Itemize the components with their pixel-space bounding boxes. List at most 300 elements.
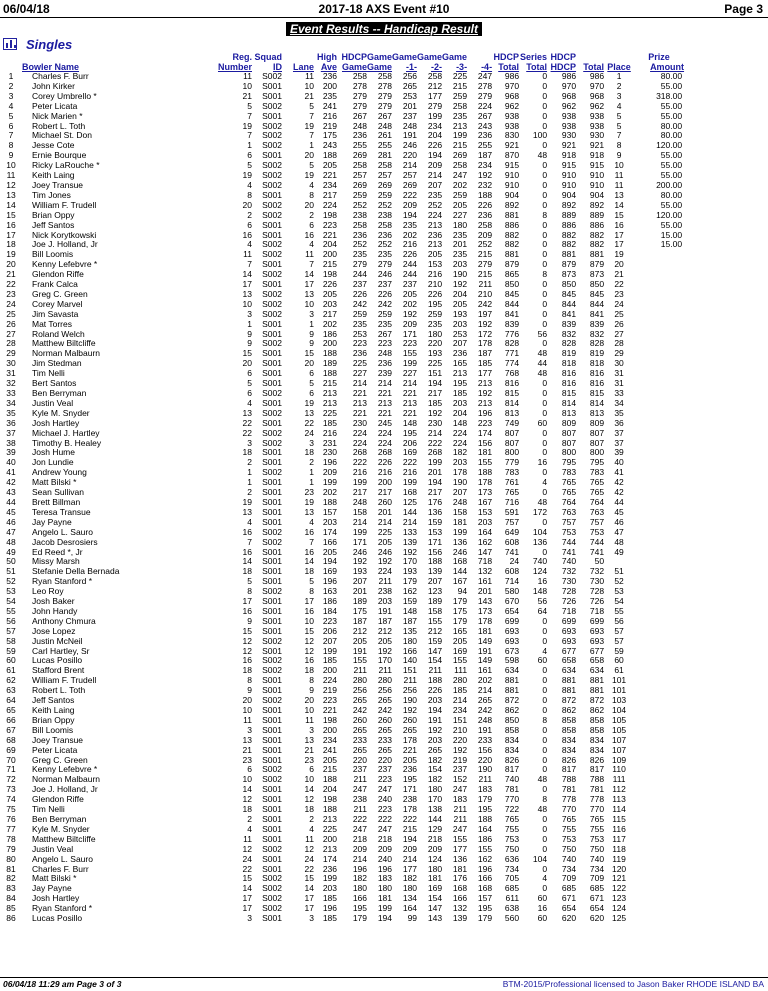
table-cell: 247 xyxy=(377,824,393,834)
table-cell: 0 xyxy=(542,200,548,210)
table-cell: 0 xyxy=(542,280,548,290)
table-cell: 19 xyxy=(242,497,252,507)
table-cell: 213 xyxy=(377,398,393,408)
table-cell: 16 xyxy=(537,458,548,468)
table-cell: 214 xyxy=(427,171,443,181)
table-cell: 209 xyxy=(402,200,418,210)
table-cell: S001 xyxy=(262,606,282,616)
table-cell: 10 xyxy=(614,161,624,171)
table-cell: 7 xyxy=(247,131,252,141)
table-cell: 47 xyxy=(614,527,624,537)
table-cell: 6 xyxy=(309,220,314,230)
table-cell: 185 xyxy=(477,359,493,369)
table-cell: 11 xyxy=(614,171,624,181)
table-cell: 181 xyxy=(477,448,493,458)
table-cell: 845 xyxy=(504,289,520,299)
table-cell: 23 xyxy=(614,289,624,299)
table-cell: 770 xyxy=(561,805,577,815)
table-cell: 124 xyxy=(427,854,443,864)
table-cell: 730 xyxy=(561,577,577,587)
table-row xyxy=(0,82,684,92)
table-cell xyxy=(634,894,684,904)
table-cell: 204 xyxy=(322,785,337,795)
table-cell: S001 xyxy=(262,280,282,290)
table-cell: 7 xyxy=(247,537,252,547)
table-cell: 22 xyxy=(6,280,16,290)
table-cell: 104 xyxy=(532,854,548,864)
table-cell: 28 xyxy=(6,339,16,349)
table-cell: 18 xyxy=(304,448,314,458)
table-cell: 54 xyxy=(6,597,16,607)
table-row xyxy=(0,409,684,419)
table-cell: 187 xyxy=(377,616,393,626)
table-row xyxy=(0,280,684,290)
table-cell: 200 xyxy=(322,666,337,676)
table-cell: 0 xyxy=(542,180,548,190)
table-cell: 22 xyxy=(242,428,252,438)
table-cell xyxy=(634,359,684,369)
bowler-name: Jeff Santos xyxy=(32,696,75,706)
table-cell: 211 xyxy=(403,676,418,686)
table-cell: 185 xyxy=(427,398,443,408)
table-cell xyxy=(634,320,684,330)
table-cell: 828 xyxy=(504,339,520,349)
table-cell: 210 xyxy=(477,289,493,299)
table-cell: 236 xyxy=(477,210,493,220)
table-cell: 57 xyxy=(614,636,624,646)
table-cell: 673 xyxy=(504,646,520,656)
table-cell: 634 xyxy=(561,666,577,676)
table-cell: 892 xyxy=(589,200,605,210)
table-cell: 755 xyxy=(504,824,520,834)
table-cell: 170 xyxy=(377,656,393,666)
header-row-1 xyxy=(0,52,684,62)
table-cell: 162 xyxy=(402,587,418,597)
table-cell: 5 xyxy=(309,379,314,389)
table-cell: 257 xyxy=(352,171,367,181)
table-cell: 221 xyxy=(377,408,393,418)
table-row xyxy=(0,884,684,894)
table-cell: 209 xyxy=(427,844,443,854)
table-cell: 269 xyxy=(452,151,468,161)
table-cell: 770 xyxy=(589,805,605,815)
bowler-name: Bill Loomis xyxy=(32,250,74,260)
table-cell: 834 xyxy=(504,745,520,755)
table-cell: 826 xyxy=(561,755,577,765)
table-cell: 8 xyxy=(542,270,548,280)
table-cell: 190 xyxy=(402,696,418,706)
table-cell: 94 xyxy=(457,587,468,597)
table-cell xyxy=(634,696,684,706)
table-cell: 598 xyxy=(504,656,520,666)
table-cell: 0 xyxy=(542,240,548,250)
table-cell: 265 xyxy=(352,725,367,735)
table-cell: 258 xyxy=(377,72,393,81)
table-cell: 223 xyxy=(322,696,337,706)
table-cell: 195 xyxy=(402,775,418,785)
table-row xyxy=(0,656,684,666)
table-cell: 14 xyxy=(6,200,16,210)
table-cell: 3 xyxy=(309,438,314,448)
column-header-top xyxy=(22,52,202,62)
table-cell xyxy=(634,795,684,805)
table-cell: 265 xyxy=(377,745,393,755)
table-cell: 195 xyxy=(477,904,493,914)
column-header: Bowler Name xyxy=(22,62,80,72)
table-cell: 816 xyxy=(589,369,605,379)
table-cell: 166 xyxy=(402,646,418,656)
table-cell: 234 xyxy=(452,706,468,715)
table-cell: 10 xyxy=(242,81,252,91)
table-cell: 39 xyxy=(6,448,16,458)
table-cell: 220 xyxy=(427,339,443,349)
table-cell: 232 xyxy=(477,180,493,190)
table-cell: 203 xyxy=(322,884,337,894)
table-cell: 819 xyxy=(589,349,605,359)
table-cell: 8 xyxy=(309,190,314,200)
table-cell: 24 xyxy=(304,428,314,438)
table-cell: 222 xyxy=(402,458,418,468)
table-cell xyxy=(634,508,684,518)
table-cell: 757 xyxy=(589,517,605,527)
table-cell: 178 xyxy=(402,735,418,745)
table-cell: 279 xyxy=(427,101,443,111)
table-cell: 783 xyxy=(504,468,520,478)
table-cell: 265 xyxy=(402,81,418,91)
table-cell: 12 xyxy=(242,636,252,646)
table-cell: 217 xyxy=(352,488,367,498)
table-cell: 16 xyxy=(242,547,252,557)
table-cell: 192 xyxy=(477,171,493,181)
bowler-name: Lucas Posillo xyxy=(32,914,83,924)
table-cell: 781 xyxy=(504,785,520,795)
table-cell: 962 xyxy=(504,101,520,111)
table-cell: 768 xyxy=(504,369,520,379)
column-header: Total xyxy=(498,62,520,72)
table-cell: 120 xyxy=(611,864,627,874)
table-cell: 741 xyxy=(561,547,577,557)
column-header-top xyxy=(282,52,314,62)
table-cell: 238 xyxy=(352,795,367,805)
table-cell: 180 xyxy=(352,884,367,894)
table-cell: 38 xyxy=(6,438,16,448)
table-cell: 813 xyxy=(504,408,520,418)
table-cell: 968 xyxy=(504,91,520,101)
table-cell: S002 xyxy=(262,339,282,349)
table-row xyxy=(0,914,684,924)
table-row xyxy=(0,845,684,855)
table-cell: 225 xyxy=(377,527,393,537)
table-cell: 755 xyxy=(589,824,605,834)
table-cell: S002 xyxy=(262,171,282,181)
table-cell: 781 xyxy=(589,785,605,795)
table-cell: 237 xyxy=(402,280,418,290)
table-cell: S001 xyxy=(262,398,282,408)
table-row xyxy=(0,231,684,241)
table-cell: 213 xyxy=(322,814,337,824)
table-cell: S001 xyxy=(262,319,282,329)
table-cell: 930 xyxy=(561,131,577,141)
table-cell: S001 xyxy=(262,220,282,230)
table-cell: 120.00 xyxy=(656,141,683,151)
table-cell: 12 xyxy=(6,180,16,190)
table-cell: 48 xyxy=(537,775,548,785)
table-cell: 80.00 xyxy=(660,190,683,200)
table-cell xyxy=(634,369,684,379)
table-cell: 182 xyxy=(452,448,468,458)
table-cell: 881 xyxy=(504,676,520,686)
table-cell: 740 xyxy=(589,854,605,864)
bowler-name: Michael St. Don xyxy=(32,131,92,141)
table-cell: S002 xyxy=(262,904,282,914)
bowler-name: Robert L. Toth xyxy=(32,121,86,131)
table-cell: 121 xyxy=(611,874,627,884)
table-cell xyxy=(634,726,684,736)
table-cell: 215 xyxy=(477,270,493,280)
table-cell: 191 xyxy=(477,646,493,656)
table-cell: 881 xyxy=(561,250,577,260)
table-cell: 11 xyxy=(243,72,252,81)
section-title: Singles xyxy=(26,37,73,52)
table-cell: 52 xyxy=(6,577,16,587)
table-cell: 240 xyxy=(377,854,393,864)
table-cell: 265 xyxy=(402,725,418,735)
table-cell: 9 xyxy=(247,686,252,696)
table-cell: 9 xyxy=(247,329,252,339)
table-row xyxy=(0,250,684,260)
table-cell: 0 xyxy=(542,745,548,755)
table-cell: 699 xyxy=(589,616,605,626)
table-cell: 757 xyxy=(504,517,520,527)
footer-timestamp: 06/04/18 11:29 am Page 3 of 3 xyxy=(3,979,122,989)
table-cell: 986 xyxy=(504,72,520,81)
table-cell: 171 xyxy=(352,537,367,547)
table-cell: 171 xyxy=(402,329,418,339)
table-cell: 203 xyxy=(322,299,337,309)
table-row xyxy=(0,112,684,122)
table-cell: 202 xyxy=(322,319,337,329)
table-cell: S001 xyxy=(262,755,282,765)
table-row xyxy=(0,894,684,904)
table-cell: 207 xyxy=(452,488,468,498)
table-cell: 904 xyxy=(504,190,520,200)
table-cell: 212 xyxy=(427,626,443,636)
table-cell: 48 xyxy=(537,369,548,379)
table-cell: 0 xyxy=(542,517,548,527)
table-cell: 171 xyxy=(427,537,443,547)
table-cell: 0 xyxy=(542,319,548,329)
table-cell: 240 xyxy=(377,795,393,805)
table-cell: 269 xyxy=(402,180,418,190)
table-cell: 278 xyxy=(377,81,393,91)
column-header-top: HDCP xyxy=(341,52,367,62)
table-cell: 252 xyxy=(377,200,393,210)
table-cell: 214 xyxy=(477,686,493,696)
table-cell: 193 xyxy=(352,567,367,577)
table-cell: S002 xyxy=(262,884,282,894)
table-cell: 21 xyxy=(6,270,16,280)
table-cell: 173 xyxy=(477,606,493,616)
table-cell: 133 xyxy=(402,527,418,537)
bowler-name: Charles F. Burr xyxy=(32,72,89,81)
table-cell: 213 xyxy=(322,389,337,398)
table-cell: 13 xyxy=(242,289,252,299)
table-cell: 260 xyxy=(352,715,367,725)
table-cell: S002 xyxy=(262,894,282,904)
table-cell: 1 xyxy=(309,468,314,478)
table-cell: 872 xyxy=(589,696,605,706)
table-cell: 741 xyxy=(504,547,520,557)
table-cell: 30 xyxy=(6,359,16,369)
table-cell: 763 xyxy=(589,507,605,517)
table-cell: 241 xyxy=(322,745,337,755)
table-cell: 757 xyxy=(561,517,577,527)
table-cell: 807 xyxy=(589,428,605,438)
footer-rule xyxy=(0,977,768,978)
bowler-name: Ernie Bourque xyxy=(32,151,87,161)
bowler-name: Brian Oppy xyxy=(32,210,75,220)
table-cell: 26 xyxy=(6,319,16,329)
table-cell: S002 xyxy=(262,240,282,250)
table-cell: 144 xyxy=(427,814,443,824)
table-cell: 728 xyxy=(589,587,605,597)
table-cell: 12 xyxy=(242,646,252,656)
table-cell: 211 xyxy=(378,577,393,587)
table-cell: 242 xyxy=(352,706,367,715)
table-cell: 195 xyxy=(427,299,443,309)
bowler-name: Justin McNeil xyxy=(32,636,83,646)
table-cell: 18 xyxy=(304,805,314,815)
table-cell: 850 xyxy=(589,280,605,290)
table-cell: 223 xyxy=(322,220,337,230)
table-cell: 892 xyxy=(561,200,577,210)
table-cell: 8 xyxy=(542,795,548,805)
table-cell: 800 xyxy=(589,448,605,458)
column-header: Number xyxy=(217,62,252,72)
table-cell: 0 xyxy=(542,428,548,438)
table-cell: S002 xyxy=(262,141,282,151)
table-cell: 236 xyxy=(477,131,493,141)
table-cell: 204 xyxy=(322,240,337,250)
table-row xyxy=(0,468,684,478)
table-cell: 7 xyxy=(247,260,252,270)
table-cell: 3 xyxy=(247,725,252,735)
table-cell: 1 xyxy=(247,478,252,488)
table-cell: 19 xyxy=(304,121,314,131)
table-cell: 223 xyxy=(477,418,493,428)
table-cell: 233 xyxy=(377,735,393,745)
table-cell: 199 xyxy=(352,527,367,537)
table-cell: S002 xyxy=(262,428,282,438)
table-cell: 882 xyxy=(561,230,577,240)
table-cell: 223 xyxy=(402,339,418,349)
table-cell: 180 xyxy=(402,636,418,646)
table-row xyxy=(0,310,684,320)
table-cell: 280 xyxy=(377,676,393,686)
table-cell: 155 xyxy=(477,844,493,854)
table-cell: 255 xyxy=(377,141,393,151)
table-cell: 200 xyxy=(322,81,337,91)
bowler-name: Frank Calca xyxy=(32,280,78,290)
table-cell: 258 xyxy=(452,101,468,111)
table-cell: 213 xyxy=(477,379,493,389)
table-cell: 224 xyxy=(452,438,468,448)
table-cell: 8 xyxy=(247,190,252,200)
table-cell: 178 xyxy=(477,616,493,626)
table-cell: 211 xyxy=(353,805,367,815)
table-cell: 4 xyxy=(8,101,14,111)
table-cell: 149 xyxy=(477,636,493,646)
table-cell: 238 xyxy=(377,210,393,220)
table-cell: 753 xyxy=(504,834,520,844)
table-cell: 226 xyxy=(427,686,443,696)
table-cell: 205 xyxy=(452,636,468,646)
table-cell: 60 xyxy=(614,656,624,666)
table-cell xyxy=(634,250,684,260)
table-cell xyxy=(634,528,684,538)
table-cell: 166 xyxy=(322,537,337,547)
table-row xyxy=(0,637,684,647)
table-cell: 693 xyxy=(561,636,577,646)
table-cell: 65 xyxy=(6,706,16,715)
table-cell: 176 xyxy=(427,497,443,507)
table-cell: 214 xyxy=(402,161,418,171)
table-cell: 136 xyxy=(452,537,468,547)
table-cell: 36 xyxy=(6,418,16,428)
table-cell: 109 xyxy=(611,755,627,765)
bowler-name: Brett Billman xyxy=(32,497,81,507)
table-cell: 1 xyxy=(616,72,622,81)
table-cell: 140 xyxy=(402,656,418,666)
bowler-name: Ryan Stanford * xyxy=(32,904,93,914)
table-cell: 0 xyxy=(542,141,548,151)
table-cell: 279 xyxy=(377,260,393,270)
bowler-name: Stafford Brent xyxy=(32,666,85,676)
table-cell: 800 xyxy=(561,448,577,458)
table-cell: 56 xyxy=(537,329,548,339)
table-cell: 17 xyxy=(614,230,624,240)
table-cell: 214 xyxy=(402,379,418,389)
table-cell: 817 xyxy=(589,765,605,775)
table-cell: 858 xyxy=(504,725,520,735)
table-cell: 15 xyxy=(614,210,624,220)
table-cell: 188 xyxy=(322,369,337,379)
table-cell: 192 xyxy=(352,557,367,567)
table-cell: 0 xyxy=(542,289,548,299)
table-cell: 194 xyxy=(427,379,443,389)
table-cell: 179 xyxy=(452,597,468,607)
table-cell: 774 xyxy=(504,359,520,369)
table-cell xyxy=(634,855,684,865)
table-cell: S001 xyxy=(262,577,282,587)
table-cell: 915 xyxy=(561,161,577,171)
table-cell: 16 xyxy=(304,230,314,240)
table-cell: 11 xyxy=(243,834,252,844)
table-cell: 217 xyxy=(322,309,337,319)
table-cell: 155 xyxy=(477,458,493,468)
table-cell: 164 xyxy=(402,904,418,914)
table-cell: 726 xyxy=(589,597,605,607)
table-cell: 188 xyxy=(322,805,337,815)
table-cell: 115 xyxy=(612,814,626,824)
table-cell: 265 xyxy=(352,745,367,755)
table-cell: 11 xyxy=(305,715,314,725)
table-cell: 246 xyxy=(377,547,393,557)
table-cell: 192 xyxy=(402,547,418,557)
table-cell: 1 xyxy=(247,468,252,478)
table-cell: S002 xyxy=(262,775,282,785)
table-cell: 192 xyxy=(402,309,418,319)
